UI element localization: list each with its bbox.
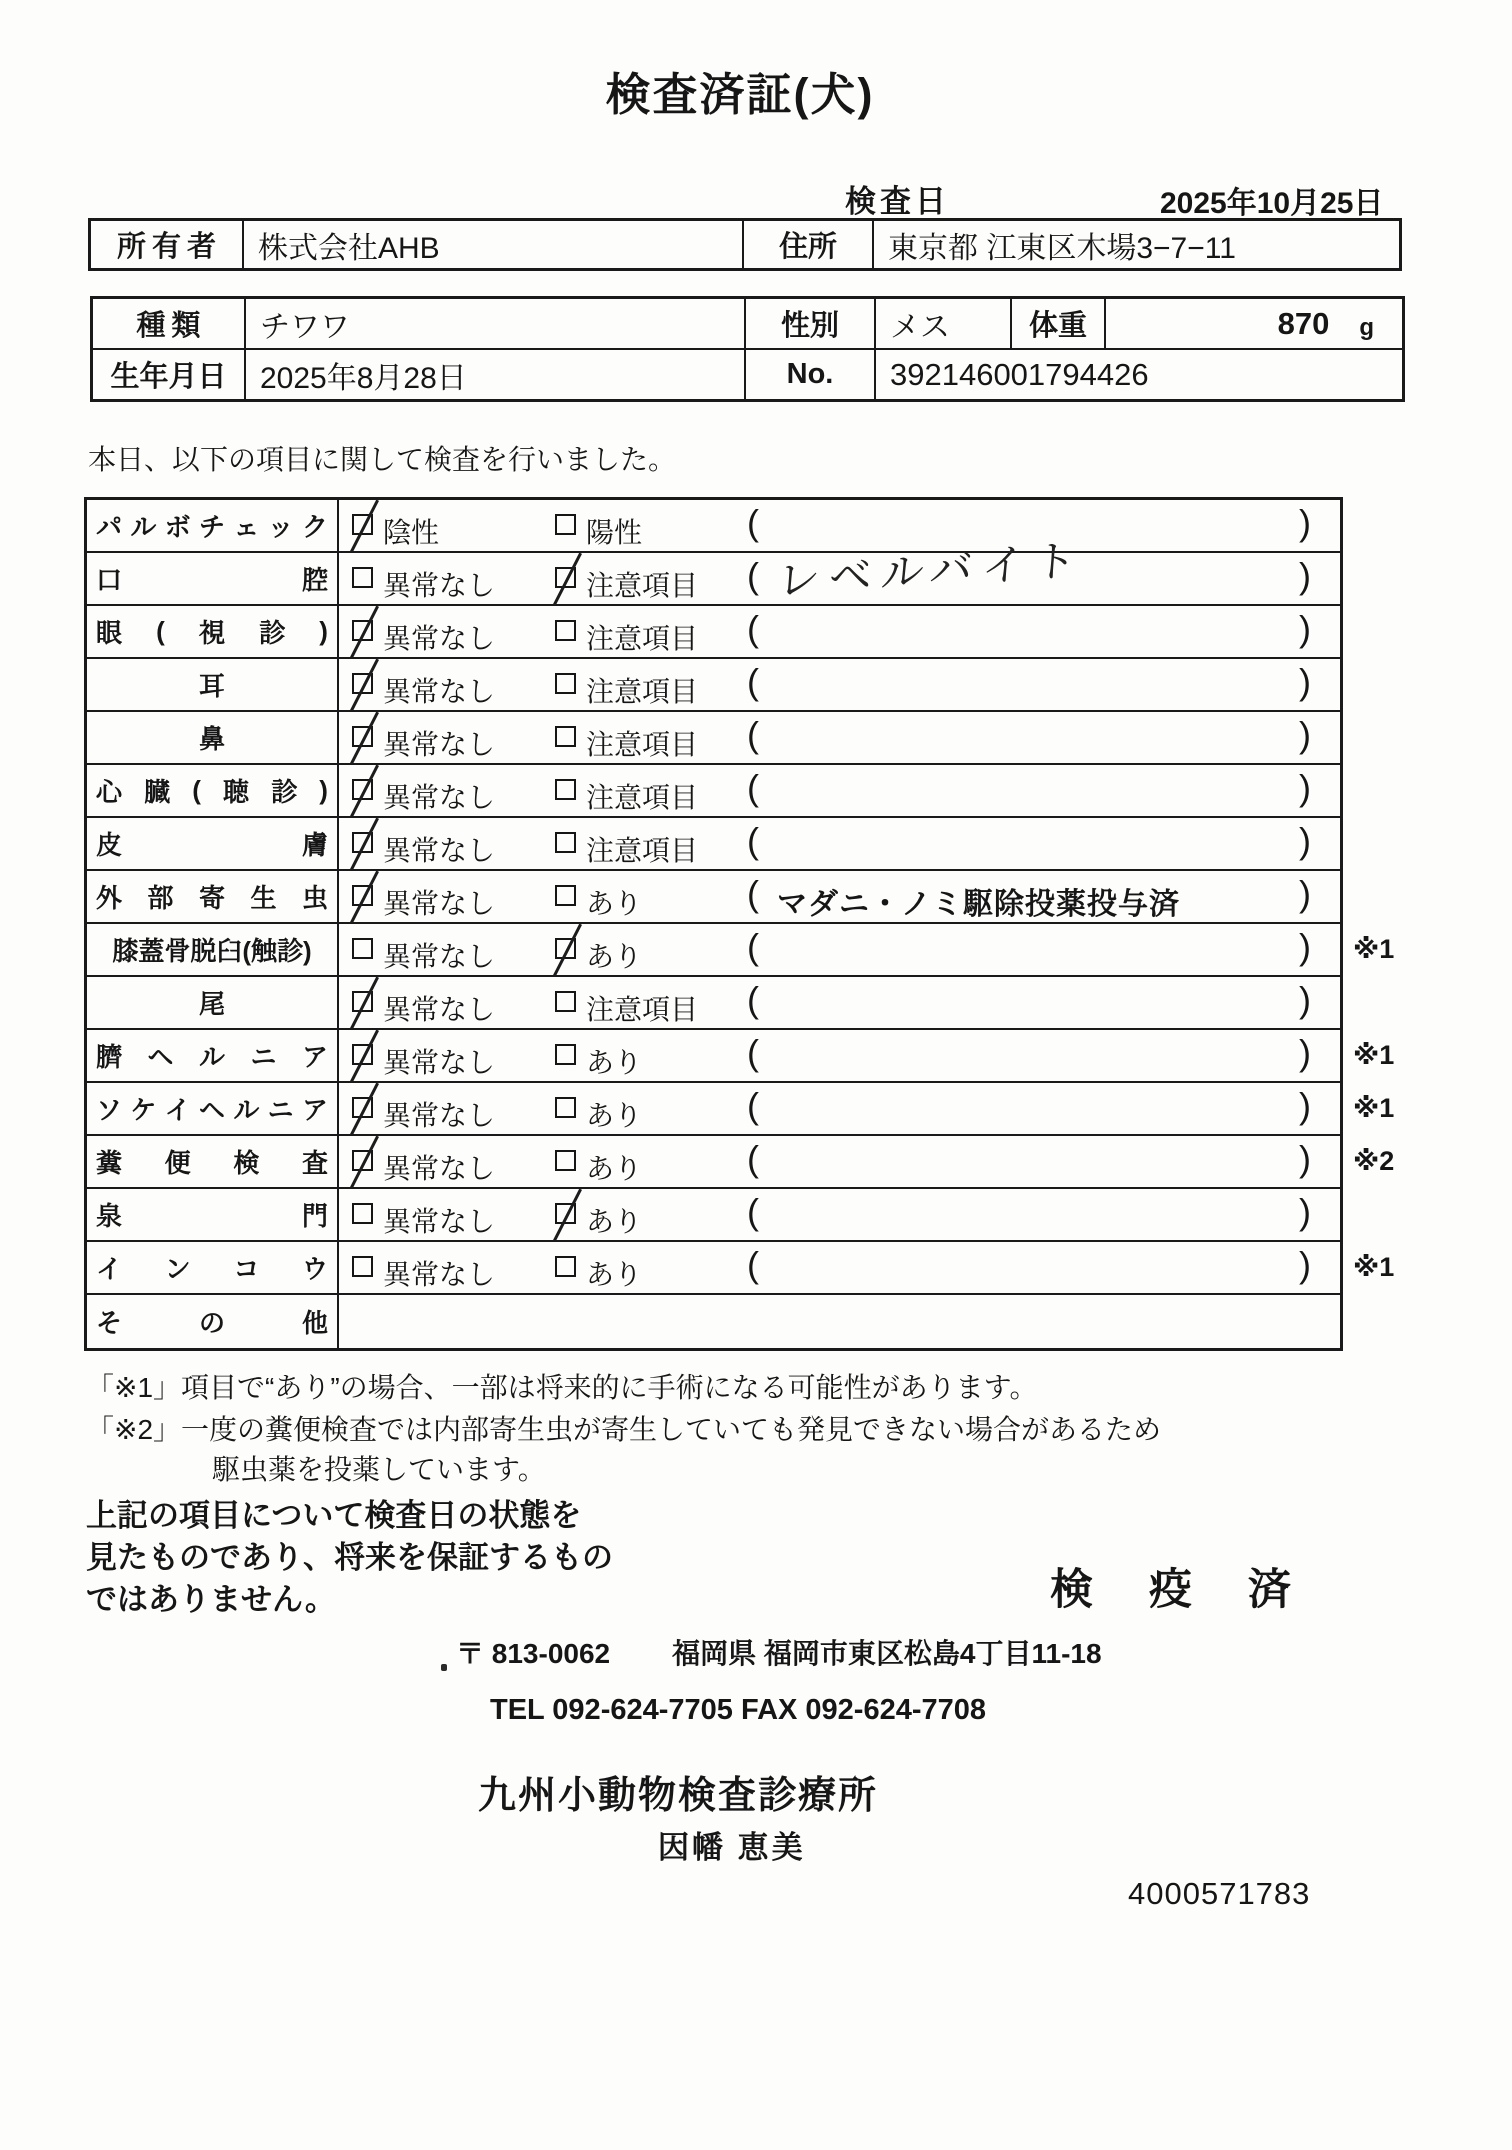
item-char: 診 xyxy=(271,777,298,807)
weight-value: 870 xyxy=(1277,305,1330,341)
item-char: 診 xyxy=(259,618,286,648)
item-char: イ xyxy=(164,1095,191,1125)
option-label: 陽性 xyxy=(586,517,643,548)
footnote-2-line1: 「※2」一度の糞便検査では内部寄生虫が寄生していても発見できない場合があるため xyxy=(86,1414,1162,1445)
animal-info-table xyxy=(90,296,1405,402)
paren-open-icon: ( xyxy=(747,502,759,543)
owner-label: 所有者 xyxy=(91,221,244,268)
item-char: ル xyxy=(233,1095,260,1125)
quarantine-stamp: 検 疫 済 xyxy=(1050,1566,1313,1614)
item-char: 生 xyxy=(250,883,277,913)
item-char: 査 xyxy=(301,1148,328,1178)
paren-open-icon: ( xyxy=(747,661,759,702)
exam-item-label: 耳 xyxy=(87,659,339,710)
paren-close-icon: ) xyxy=(1299,1138,1311,1179)
exam-row xyxy=(87,536,1340,606)
checkbox-icon xyxy=(555,1150,576,1171)
checkbox-icon xyxy=(352,567,373,588)
exam-row xyxy=(87,765,1340,818)
paren-open-icon: ( xyxy=(747,820,759,861)
exam-row xyxy=(87,606,1340,659)
option-label: 異常なし xyxy=(383,1153,496,1184)
item-char: 臓 xyxy=(144,777,171,807)
footnote-mark: ※2 xyxy=(1353,1146,1395,1176)
exam-item-label xyxy=(87,1189,339,1240)
weight-label: 体重 xyxy=(1012,299,1106,348)
exam-row-options xyxy=(339,871,1340,922)
exam-note: レベルバイト xyxy=(775,536,1088,606)
option-label: あり xyxy=(586,941,643,972)
disclaimer-line2: 見たものであり、将来を保証するもの xyxy=(86,1540,613,1575)
exam-row-options xyxy=(339,924,1395,975)
sex-label: 性別 xyxy=(746,299,876,348)
exam-item-label xyxy=(87,818,339,869)
exam-item-label xyxy=(87,1083,339,1134)
owner-info-table xyxy=(88,218,1402,271)
option-label: 異常なし xyxy=(383,888,496,919)
footnote-mark: ※1 xyxy=(1353,1252,1395,1282)
exam-item-label xyxy=(87,1030,339,1081)
item-char: ッ xyxy=(267,512,294,542)
paren-close-icon: ) xyxy=(1299,502,1311,543)
scan-artifact-dot xyxy=(441,1664,447,1671)
document-title: 検査済証(犬) xyxy=(605,69,875,120)
item-char: ニ xyxy=(267,1095,294,1125)
checkbox-icon xyxy=(555,514,576,535)
item-char: 外 xyxy=(96,883,123,913)
exam-table xyxy=(84,497,1395,1351)
exam-row xyxy=(87,1136,1395,1189)
checkbox-icon xyxy=(555,885,576,906)
item-char: 皮 xyxy=(96,830,123,860)
checkbox-icon xyxy=(352,1203,373,1224)
footnote-2-line2: 駆虫薬を投薬しています。 xyxy=(212,1454,546,1485)
option-label: 注意項目 xyxy=(586,570,699,601)
item-char: ( xyxy=(156,616,165,646)
exam-item-label xyxy=(87,871,339,922)
option-label: あり xyxy=(586,1259,643,1290)
exam-row xyxy=(87,871,1340,924)
option-label: 異常なし xyxy=(383,676,496,707)
clinic-postal-code: 〒 813-0062 xyxy=(456,1638,611,1669)
option-label: あり xyxy=(586,1206,643,1237)
exam-row xyxy=(87,1030,1395,1083)
item-char: 他 xyxy=(301,1308,328,1338)
exam-item-label xyxy=(87,1295,339,1348)
paren-open-icon: ( xyxy=(747,926,759,967)
exam-row-options xyxy=(339,1030,1395,1081)
exam-row xyxy=(87,1189,1340,1242)
paren-close-icon: ) xyxy=(1299,926,1311,967)
exam-row-options xyxy=(339,977,1340,1028)
paren-close-icon: ) xyxy=(1299,820,1311,861)
paren-open-icon: ( xyxy=(747,1138,759,1179)
exam-row-options xyxy=(339,1136,1395,1187)
option-label: あり xyxy=(586,1153,643,1184)
item-char: コ xyxy=(233,1254,260,1284)
exam-row xyxy=(87,924,1395,977)
birth-value: 2025年8月28日 xyxy=(246,350,746,399)
exam-item-label xyxy=(87,1136,339,1187)
item-char: ( xyxy=(192,775,201,805)
paren-open-icon: ( xyxy=(747,1244,759,1285)
paren-close-icon: ) xyxy=(1299,1191,1311,1232)
item-char: 臍 xyxy=(96,1042,123,1072)
checkbox-icon xyxy=(555,779,576,800)
exam-row-options xyxy=(339,765,1340,816)
paren-close-icon: ) xyxy=(1299,1085,1311,1126)
serial-number: 4000571783 xyxy=(1128,1876,1311,1911)
exam-row-options xyxy=(339,712,1340,763)
checkbox-icon xyxy=(555,1256,576,1277)
weight-unit: g xyxy=(1359,313,1374,341)
item-char: ヘ xyxy=(198,1095,225,1125)
sex-value: メス xyxy=(876,299,1012,348)
paren-open-icon: ( xyxy=(747,1191,759,1232)
item-char: ソ xyxy=(96,1095,123,1125)
option-label: 異常なし xyxy=(383,1047,496,1078)
exam-row-options xyxy=(339,536,1340,606)
address-value: 東京都 江東区木場3−7−11 xyxy=(888,231,1236,265)
exam-row-options xyxy=(339,1242,1395,1293)
paren-open-icon: ( xyxy=(747,555,759,596)
breed-value: チワワ xyxy=(246,299,746,348)
exam-item-label: 鼻 xyxy=(87,712,339,763)
paren-open-icon: ( xyxy=(747,873,759,914)
exam-note: マダニ・ノミ駆除投薬投与済 xyxy=(777,888,1180,921)
footnote-mark: ※1 xyxy=(1353,1040,1395,1070)
item-char: ェ xyxy=(233,512,260,542)
paren-close-icon: ) xyxy=(1299,1244,1311,1285)
checkbox-icon xyxy=(352,938,373,959)
clinic-tel-fax: TEL 092-624-7705 FAX 092-624-7708 xyxy=(490,1694,987,1726)
paren-open-icon: ( xyxy=(747,714,759,755)
exam-row-options xyxy=(339,818,1340,869)
item-char: 糞 xyxy=(96,1148,123,1178)
no-label: No. xyxy=(746,350,876,399)
exam-row-options xyxy=(339,659,1340,710)
exam-row xyxy=(87,977,1340,1030)
item-char: 門 xyxy=(301,1201,328,1231)
checkbox-icon xyxy=(555,620,576,641)
exam-item-label xyxy=(87,765,339,816)
option-label: 注意項目 xyxy=(586,835,699,866)
birth-row xyxy=(93,350,1402,399)
exam-row xyxy=(87,1242,1395,1295)
option-label: 陰性 xyxy=(383,517,440,548)
exam-item-label xyxy=(87,1242,339,1293)
item-char: 腔 xyxy=(301,565,328,595)
checkbox-icon xyxy=(555,991,576,1012)
exam-item-label xyxy=(87,553,339,604)
item-char: 部 xyxy=(147,883,174,913)
option-label: 異常なし xyxy=(383,941,496,972)
item-char: チ xyxy=(198,512,225,542)
item-char: ア xyxy=(301,1095,328,1125)
paren-close-icon: ) xyxy=(1299,608,1311,649)
item-char: ) xyxy=(319,616,328,646)
veterinarian-name: 因幡 恵美 xyxy=(658,1830,806,1865)
option-label: 異常なし xyxy=(383,623,496,654)
exam-row xyxy=(87,659,1340,712)
item-char: 便 xyxy=(164,1148,191,1178)
item-char: 寄 xyxy=(198,883,225,913)
item-char: イ xyxy=(96,1254,123,1284)
option-label: あり xyxy=(586,1100,643,1131)
paren-open-icon: ( xyxy=(747,1032,759,1073)
option-label: 注意項目 xyxy=(586,994,699,1025)
option-label: 注意項目 xyxy=(586,782,699,813)
checkbox-icon xyxy=(555,1097,576,1118)
exam-row-options xyxy=(339,1189,1340,1240)
footnote-mark: ※1 xyxy=(1353,934,1395,964)
exam-date-label: 検査日 xyxy=(845,184,950,219)
paren-close-icon: ) xyxy=(1299,714,1311,755)
item-char: 泉 xyxy=(96,1201,123,1231)
disclaimer-line3: ではありません。 xyxy=(86,1582,336,1617)
exam-item-label: 膝蓋骨脱臼(触診) xyxy=(87,924,339,975)
item-char: 口 xyxy=(96,565,123,595)
option-label: 異常なし xyxy=(383,570,496,601)
address-label: 住所 xyxy=(744,221,874,268)
item-char: ア xyxy=(301,1042,328,1072)
checkbox-icon xyxy=(555,726,576,747)
weight-value-cell xyxy=(1106,299,1402,348)
owner-value: 株式会社AHB xyxy=(244,221,744,268)
item-char: ウ xyxy=(301,1254,328,1284)
exam-item-label xyxy=(87,500,339,551)
paren-close-icon: ) xyxy=(1299,873,1311,914)
checkbox-icon xyxy=(352,1256,373,1277)
item-char: ニ xyxy=(250,1042,277,1072)
paren-close-icon: ) xyxy=(1299,1032,1311,1073)
option-label: あり xyxy=(586,1047,643,1078)
exam-row-options xyxy=(339,1083,1395,1134)
item-char: の xyxy=(198,1308,225,1338)
item-char: 虫 xyxy=(301,883,328,913)
item-char: 聴 xyxy=(223,777,250,807)
option-label: 注意項目 xyxy=(586,623,699,654)
paren-close-icon: ) xyxy=(1299,979,1311,1020)
paren-open-icon: ( xyxy=(747,1085,759,1126)
footnote-1: 「※1」項目で“あり”の場合、一部は将来的に手術になる可能性があります。 xyxy=(86,1372,1038,1403)
item-char: 検 xyxy=(233,1148,260,1178)
exam-row xyxy=(87,1295,1340,1348)
paren-open-icon: ( xyxy=(747,979,759,1020)
exam-row xyxy=(87,500,1340,553)
footnote-mark: ※1 xyxy=(1353,1093,1395,1123)
species-row xyxy=(93,299,1402,350)
exam-row xyxy=(87,818,1340,871)
breed-label: 種類 xyxy=(93,299,246,348)
item-char: ボ xyxy=(164,512,191,542)
exam-row-options xyxy=(339,606,1340,657)
paren-open-icon: ( xyxy=(747,608,759,649)
exam-date-value: 2025年10月25日 xyxy=(1160,187,1384,220)
item-char: ル xyxy=(130,512,157,542)
exam-row xyxy=(87,712,1340,765)
option-label: 注意項目 xyxy=(586,729,699,760)
no-value: 392146001794426 xyxy=(890,356,1149,392)
item-char: 眼 xyxy=(96,618,123,648)
option-label: 異常なし xyxy=(383,835,496,866)
item-char: そ xyxy=(96,1308,123,1338)
exam-item-label xyxy=(87,606,339,657)
birth-label: 生年月日 xyxy=(93,350,246,399)
item-char: ) xyxy=(319,775,328,805)
exam-row xyxy=(87,1083,1395,1136)
disclaimer-line1: 上記の項目について検査日の状態を xyxy=(86,1498,582,1533)
paren-open-icon: ( xyxy=(747,767,759,808)
option-label: 異常なし xyxy=(383,782,496,813)
option-label: 異常なし xyxy=(383,994,496,1025)
item-char: パ xyxy=(96,512,123,542)
option-label: 異常なし xyxy=(383,729,496,760)
option-label: 異常なし xyxy=(383,1259,496,1290)
item-char: ヘ xyxy=(147,1042,174,1072)
clinic-postal-line xyxy=(456,1632,1102,1672)
checkbox-icon xyxy=(555,673,576,694)
option-label: 異常なし xyxy=(383,1206,496,1237)
paren-close-icon: ) xyxy=(1299,661,1311,702)
paren-close-icon: ) xyxy=(1299,555,1311,596)
option-label: 注意項目 xyxy=(586,676,699,707)
item-char: ク xyxy=(301,512,328,542)
checkbox-icon xyxy=(555,1044,576,1065)
intro-text: 本日、以下の項目に関して検査を行いました。 xyxy=(88,444,677,475)
item-char: ケ xyxy=(130,1095,157,1125)
exam-item-label: 尾 xyxy=(87,977,339,1028)
clinic-address: 福岡県 福岡市東区松島4丁目11-18 xyxy=(672,1638,1102,1669)
paren-close-icon: ) xyxy=(1299,767,1311,808)
exam-row-options xyxy=(339,1295,1340,1348)
clinic-name: 九州小動物検査診療所 xyxy=(478,1775,879,1817)
item-char: 膚 xyxy=(301,830,328,860)
item-char: ル xyxy=(198,1042,225,1072)
checkbox-icon xyxy=(555,832,576,853)
option-label: 異常なし xyxy=(383,1100,496,1131)
option-label: あり xyxy=(586,888,643,919)
item-char: 心 xyxy=(96,777,123,807)
item-char: ン xyxy=(164,1254,191,1284)
item-char: 視 xyxy=(198,618,225,648)
